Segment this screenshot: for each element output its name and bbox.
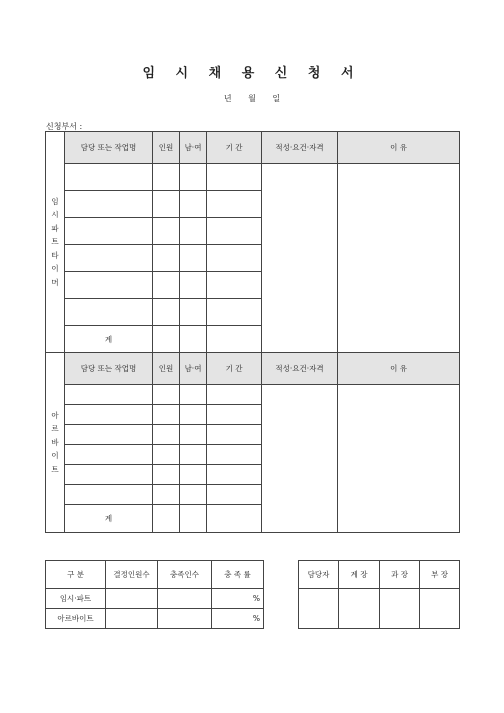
period-cell[interactable]	[207, 405, 262, 425]
stats-row-label: 아르바이트	[46, 609, 106, 629]
task-cell[interactable]	[65, 485, 153, 505]
gender-cell[interactable]	[180, 465, 207, 485]
application-table	[45, 131, 460, 533]
headcount-cell[interactable]	[153, 405, 180, 425]
task-cell[interactable]	[65, 164, 153, 191]
header-qualification: 적성·요건·자격	[262, 353, 338, 385]
headcount-cell[interactable]	[153, 485, 180, 505]
task-cell[interactable]	[65, 385, 153, 405]
dept-label: 신청부서 :	[46, 122, 83, 131]
stats-header-category: 구 분	[46, 561, 106, 589]
reason-cell[interactable]	[338, 164, 460, 353]
total-label: 계	[65, 505, 153, 533]
period-cell[interactable]	[207, 385, 262, 405]
task-cell[interactable]	[65, 465, 153, 485]
header-period: 기 간	[207, 132, 262, 164]
section-label-temp-part: 임 시 파 트 타 이 머	[46, 132, 65, 353]
headcount-cell[interactable]	[153, 245, 180, 272]
task-cell[interactable]	[65, 445, 153, 465]
approval-header-staff: 담당자	[299, 561, 339, 589]
qualification-cell[interactable]	[262, 164, 338, 353]
headcount-cell[interactable]	[153, 164, 180, 191]
header-reason: 이 유	[338, 353, 460, 385]
period-cell[interactable]	[207, 485, 262, 505]
stats-header-rate: 충 족 률	[212, 561, 264, 589]
gender-cell[interactable]	[180, 245, 207, 272]
approval-table	[298, 560, 460, 629]
gender-cell[interactable]	[180, 218, 207, 245]
header-reason: 이 유	[338, 132, 460, 164]
task-cell[interactable]	[65, 405, 153, 425]
total-period[interactable]	[207, 326, 262, 353]
gender-cell[interactable]	[180, 445, 207, 465]
stats-filled-cell[interactable]	[158, 609, 212, 629]
total-headcount[interactable]	[153, 505, 180, 533]
section-label-arbeit: 아 르 바 이 트	[46, 353, 65, 533]
period-cell[interactable]	[207, 425, 262, 445]
header-task: 담당 또는 작업명	[65, 353, 153, 385]
task-cell[interactable]	[65, 245, 153, 272]
task-cell[interactable]	[65, 272, 153, 299]
header-period: 기 간	[207, 353, 262, 385]
date-line: 년 월 일	[223, 94, 281, 103]
period-cell[interactable]	[207, 465, 262, 485]
approval-header-director: 부 장	[420, 561, 460, 589]
approval-sign-chief[interactable]	[339, 589, 380, 629]
qualification-cell[interactable]	[262, 385, 338, 533]
period-cell[interactable]	[207, 445, 262, 465]
gender-cell[interactable]	[180, 299, 207, 326]
header-gender: 남·여	[180, 132, 207, 164]
total-label: 계	[65, 326, 153, 353]
approval-sign-director[interactable]	[420, 589, 460, 629]
gender-cell[interactable]	[180, 485, 207, 505]
period-cell[interactable]	[207, 245, 262, 272]
headcount-cell[interactable]	[153, 218, 180, 245]
period-cell[interactable]	[207, 191, 262, 218]
header-gender: 남·여	[180, 353, 207, 385]
headcount-cell[interactable]	[153, 299, 180, 326]
period-cell[interactable]	[207, 164, 262, 191]
stats-filled-cell[interactable]	[158, 589, 212, 609]
headcount-cell[interactable]	[153, 272, 180, 299]
stats-header-decided: 결정인원수	[106, 561, 158, 589]
approval-header-section: 과 장	[380, 561, 420, 589]
stats-header-filled: 충족인수	[158, 561, 212, 589]
gender-cell[interactable]	[180, 272, 207, 299]
headcount-cell[interactable]	[153, 445, 180, 465]
gender-cell[interactable]	[180, 385, 207, 405]
task-cell[interactable]	[65, 191, 153, 218]
headcount-cell[interactable]	[153, 465, 180, 485]
headcount-cell[interactable]	[153, 385, 180, 405]
headcount-cell[interactable]	[153, 191, 180, 218]
header-headcount: 인원	[153, 132, 180, 164]
total-period[interactable]	[207, 505, 262, 533]
approval-sign-section[interactable]	[380, 589, 420, 629]
total-headcount[interactable]	[153, 326, 180, 353]
stats-rate-cell[interactable]: %	[212, 609, 264, 629]
headcount-cell[interactable]	[153, 425, 180, 445]
total-gender[interactable]	[180, 326, 207, 353]
fulfillment-table	[45, 560, 264, 629]
period-cell[interactable]	[207, 299, 262, 326]
gender-cell[interactable]	[180, 191, 207, 218]
stats-rate-cell[interactable]: %	[212, 589, 264, 609]
gender-cell[interactable]	[180, 405, 207, 425]
approval-sign-staff[interactable]	[299, 589, 339, 629]
stats-decided-cell[interactable]	[106, 609, 158, 629]
task-cell[interactable]	[65, 425, 153, 445]
task-cell[interactable]	[65, 218, 153, 245]
gender-cell[interactable]	[180, 425, 207, 445]
stats-decided-cell[interactable]	[106, 589, 158, 609]
approval-header-chief: 계 장	[339, 561, 380, 589]
reason-cell[interactable]	[338, 385, 460, 533]
gender-cell[interactable]	[180, 164, 207, 191]
header-task: 담당 또는 작업명	[65, 132, 153, 164]
page-title: 임 시 채 용 신 청 서	[142, 66, 362, 81]
total-gender[interactable]	[180, 505, 207, 533]
header-headcount: 인원	[153, 353, 180, 385]
header-qualification: 적성·요건·자격	[262, 132, 338, 164]
period-cell[interactable]	[207, 272, 262, 299]
task-cell[interactable]	[65, 299, 153, 326]
stats-row-label: 임시·파트	[46, 589, 106, 609]
period-cell[interactable]	[207, 218, 262, 245]
